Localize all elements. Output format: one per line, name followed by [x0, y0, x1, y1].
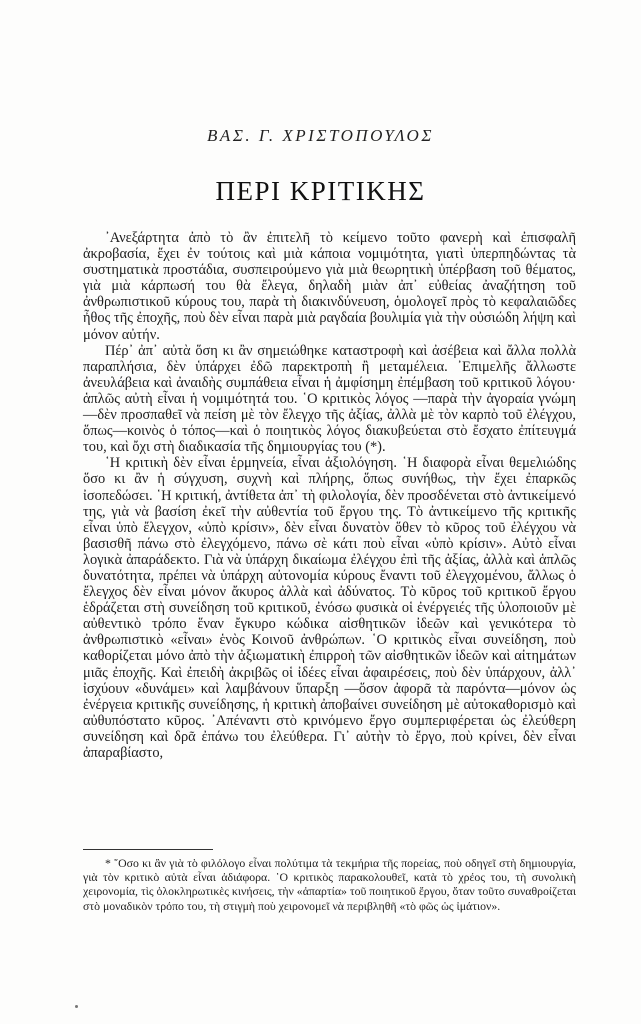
author-name: ΒΑΣ. Γ. ΧΡΙΣΤΟΠΟΥΛΟΣ — [207, 126, 434, 145]
paragraph: ῾Η κριτικὴ δὲν εἶναι ἑρμηνεία, εἶναι ἀξιολόγηση. ῾Η διαφορὰ εἶναι θεμελιώδης ὅσο κι ἂν ἡ σύγχυση, συχνὴ καὶ πλήρης, ὅπως συνήθως, τὴν ἔχει ἐπαρκῶς ἰσοπεδώσει. ῾Η κριτική, ἀντίθετα ἀπ᾿ τὴ φιλολογία, δὲν προσδένεται στὸ ἀντικείμενό της, γιὰ νὰ βασίση ἐκεῖ τὴν αὐθεντία τοῦ ἔργου της. Τὸ ἀντικείμενο τῆς κριτικῆς εἶναι ὑπὸ ἔλεγχον, «ὑπὸ κρίσιν», δὲν εἶναι δυνατὸν ὅθεν τὸ κῦρος τοῦ ἐλέγχου νὰ βασισθῆ πάνω στὸ ἐλεγχόμενο, πάνω σὲ κάτι ποὺ εἶναι «ὑπὸ κρίσιν». Αὐτὸ εἶναι λογικὰ ἀπαράδεκτο. Γιὰ νὰ ὑπάρχη δικαίωμα ἐλέγχου ἐπὶ τῆς ἀξίας, ἀλλὰ καὶ ἁπλῶς δυνατότητα, πρέπει νὰ ὑπάρχη αὐτονομία κύρους ἔναντι τοῦ ἐλεγχομένου, ἄλλως ὁ ἔλεγχος δὲν εἶναι μόνον ἄκυρος ἀλλὰ καὶ ἀδύνατος. Τὸ κῦρος τοῦ κριτικοῦ ἔργου ἑδράζεται στὴ συνείδηση τοῦ κριτικοῦ, ἐνόσω φυσικὰ οἱ ἐνέργειές τῆς ὑλοποιοῦν μὲ αὐθεντικὸ τρόπο ἕναν ἔγκυρο κώδικα αἰσθητικῶν ἰδεῶν καὶ γενικότερα τὸ ἀνθρωπιστικὸ «εἶναι» ἑνὸς Κοινοῦ ἀνθρώπων. ῾Ο κριτικὸς εἶναι συνείδηση, ποὺ καθορίζεται μόνο ἀπὸ τὴν ἀξιωματικὴ ἐπιρροὴ τῶν αἰσθητικῶν ἰδεῶν καὶ αἰτημάτων μιᾶς ἐποχῆς. Καὶ ἐπειδὴ ἀκριβῶς οἱ ἰδέες εἶναι ἀφαιρέσεις, ποὺ δὲν ὑπάρχουν, ἀλλ᾿ ἰσχύουν «δυνάμει» καὶ λαμβάνουν ὕπαρξη —ὅσον ἀφορᾶ τὰ παρόντα—μόνον ὡς ἐνέργεια κριτικῆς συνείδησης, ἡ κριτικὴ ἀποβαίνει συνείδηση μὲ αὐτοκαθορισμὸ καὶ αὐθυπόστατο κῦρος. ᾿Απέναντι στὸ κρινόμενο ἔργο συμπεριφέρεται ὡς ἐλεύθερη συνείδηση καὶ δρᾶ ἐπάνω του ἐλεύθερα. Γι᾿ αὐτὴν τὸ ἔργο, ποὺ κρίνει, δὲν εἶναι ἀπαραβίαστο, — [83, 455, 576, 761]
essay-title: ΠΕΡΙ ΚΡΙΤΙΚΗΣ — [215, 176, 426, 206]
page-speck — [75, 1005, 78, 1008]
paragraph: Πέρ᾿ ἀπ᾿ αὐτὰ ὅση κι ἂν σημειώθηκε καταστροφὴ καὶ ἀσέβεια καὶ ἄλλα πολλὰ παραπλήσια, δὲν ὑπάρχει ἐδῶ παρεκτροπὴ ἢ μεταμέλεια. ᾿Επιμελῆς ἄλλωστε ἀνευλάβεια καὶ ἀναιδὴς συμπάθεια εἶναι ἡ ἀμφίσημη ἐπέμβαση τοῦ κριτικοῦ λόγου· ἁπλῶς αὐτὴ εἶναι ἡ νομιμότητά του. ῾Ο κριτικὸς λόγος —παρὰ τὴν ἀγοραία γνώμη—δὲν προσπαθεῖ νὰ πείση μὲ τὸν ἔλεγχο τῆς ἀξίας, ἀλλὰ μὲ τὸν καρπὸ τοῦ ἐλέγχου, ὅπως—κοινὸς ὁ τόπος—καὶ ὁ ποιητικὸς λόγος διακυβεύεται στὸ ἔσχατο ἐπίτευγμά του, καὶ ὄχι στὴ διαδικασία τῆς δημιουργίας του (*). — [83, 342, 576, 456]
footnote-text: * ῞Οσο κι ἂν γιὰ τὸ φιλόλογο εἶναι πολύτιμα τὰ τεκμήρια τῆς πορείας, ποὺ οδηγεῖ στὴ δημιουργία, γιὰ τὸν κριτικὸ αὐτὰ εἶναι ἀδιάφορα. ῾Ο κριτικὸς παρακολουθεῖ, κατὰ τὸ χρέος του, τὴ συνολικὴ χειρονομία, τὶς ὁλοκληρωτικὲς κινήσεις, τὴν «ἀπαρτία» τοῦ ποιητικοῦ ἔργου, ὅταν τοῦτο συναθροίζεται στὸ μοναδικὸν τρόπο του, τὴ στιγμὴ ποὺ χειρονομεῖ νὰ περιβληθῆ «τὸ φῶς ὡς ἱμάτιον». — [83, 856, 576, 913]
essay-body — [83, 230, 576, 761]
footnote-rule — [83, 849, 213, 850]
footnote — [83, 856, 576, 913]
paragraph: ᾿Ανεξάρτητα ἀπὸ τὸ ἂν ἐπιτελῆ τὸ κείμενο τοῦτο φανερὴ καὶ ἐπισφαλῆ ἀκροβασία, ἔχει ἐν τούτοις καὶ μιὰ κάποια νομιμότητα, γιατὶ ὑπερπηδώντας τὰ συστηματικὰ προστάδια, συσπειρούμενο γιὰ μιὰ θεωρητικὴ ὑπέρβαση τοῦ θέματος, γιὰ μιὰ κάρπωσή του θὰ ἔλεγα, δηλαδὴ μιὰν ἀπ᾿ εὐθείας ἀναζήτηση τοῦ ἀνθρωπιστικοῦ κύρους του, παρὰ τὴ διακινδύνευση, ὁμολογεῖ πρὸς τὸ κεφαλαιῶδες ἦθος τῆς ἐποχῆς, ποὺ δὲν εἶναι παρὰ μιὰ ραγδαία βουλιμία γιὰ τὴν οὐσιώδη λήψη καὶ μόνον αὐτήν. — [83, 230, 576, 343]
